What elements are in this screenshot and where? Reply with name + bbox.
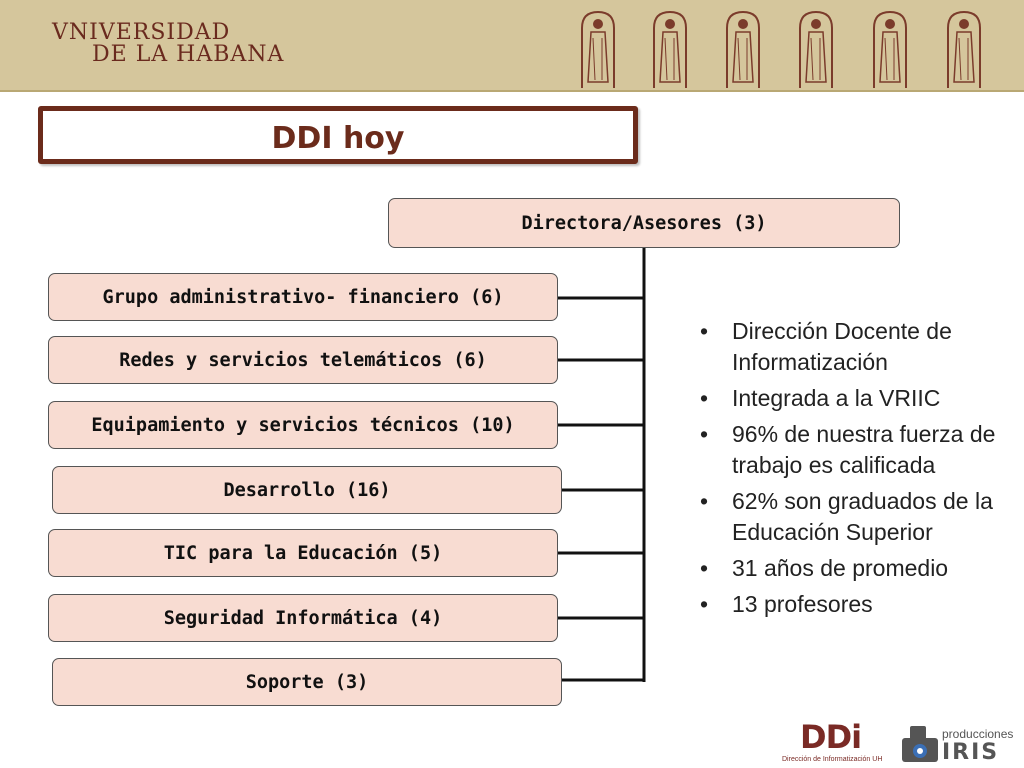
bullet-dot-icon: •	[700, 385, 709, 411]
iris-camera-icon	[900, 722, 940, 766]
iris-logo-prefix: producciones	[942, 727, 1014, 741]
bullet-dot-icon: •	[700, 318, 709, 344]
org-unit-node: TIC para la Educación (5)	[48, 529, 558, 577]
bullet-text: 96% de nuestra fuerza de trabajo es calificada	[732, 421, 996, 478]
bullet-text: Integrada a la VRIIC	[732, 385, 941, 411]
bullet-text: 13 profesores	[732, 591, 873, 617]
iris-logo	[898, 718, 1024, 768]
org-unit-node: Redes y servicios telemáticos (6)	[48, 336, 558, 384]
org-root-node: Directora/Asesores (3)	[388, 198, 900, 248]
facts-bullet-list	[700, 316, 1010, 625]
org-unit-node: Desarrollo (16)	[52, 466, 562, 514]
ddi-logo-subtitle: Dirección de Informatización UH	[782, 756, 883, 763]
bullet-item	[700, 383, 1010, 414]
org-unit-node: Seguridad Informática (4)	[48, 594, 558, 642]
slide-title: DDI hoy	[271, 121, 405, 156]
iris-logo-name: IRIS	[942, 740, 1000, 765]
bullet-dot-icon: •	[700, 591, 709, 617]
bullet-item	[700, 589, 1010, 620]
bullet-dot-icon: •	[700, 488, 709, 514]
bullet-text: Dirección Docente de Informatización	[732, 318, 952, 375]
university-name-line2: DE LA HABANA	[92, 42, 285, 67]
ddi-logo	[780, 718, 885, 766]
bullet-dot-icon: •	[700, 421, 709, 447]
bullet-item	[700, 553, 1010, 584]
org-unit-node: Soporte (3)	[52, 658, 562, 706]
bullet-item	[700, 486, 1010, 548]
bullet-text: 62% son graduados de la Educación Superior	[732, 488, 993, 545]
org-unit-node: Grupo administrativo- financiero (6)	[48, 273, 558, 321]
university-name-line1: VNIVERSIDAD	[52, 20, 231, 45]
bullet-text: 31 años de promedio	[732, 555, 949, 581]
org-unit-node: Equipamiento y servicios técnicos (10)	[48, 401, 558, 449]
bullet-item	[700, 316, 1010, 378]
bullet-dot-icon: •	[700, 555, 709, 581]
bullet-item	[700, 419, 1010, 481]
ddi-logo-mark: DDi	[800, 718, 862, 756]
